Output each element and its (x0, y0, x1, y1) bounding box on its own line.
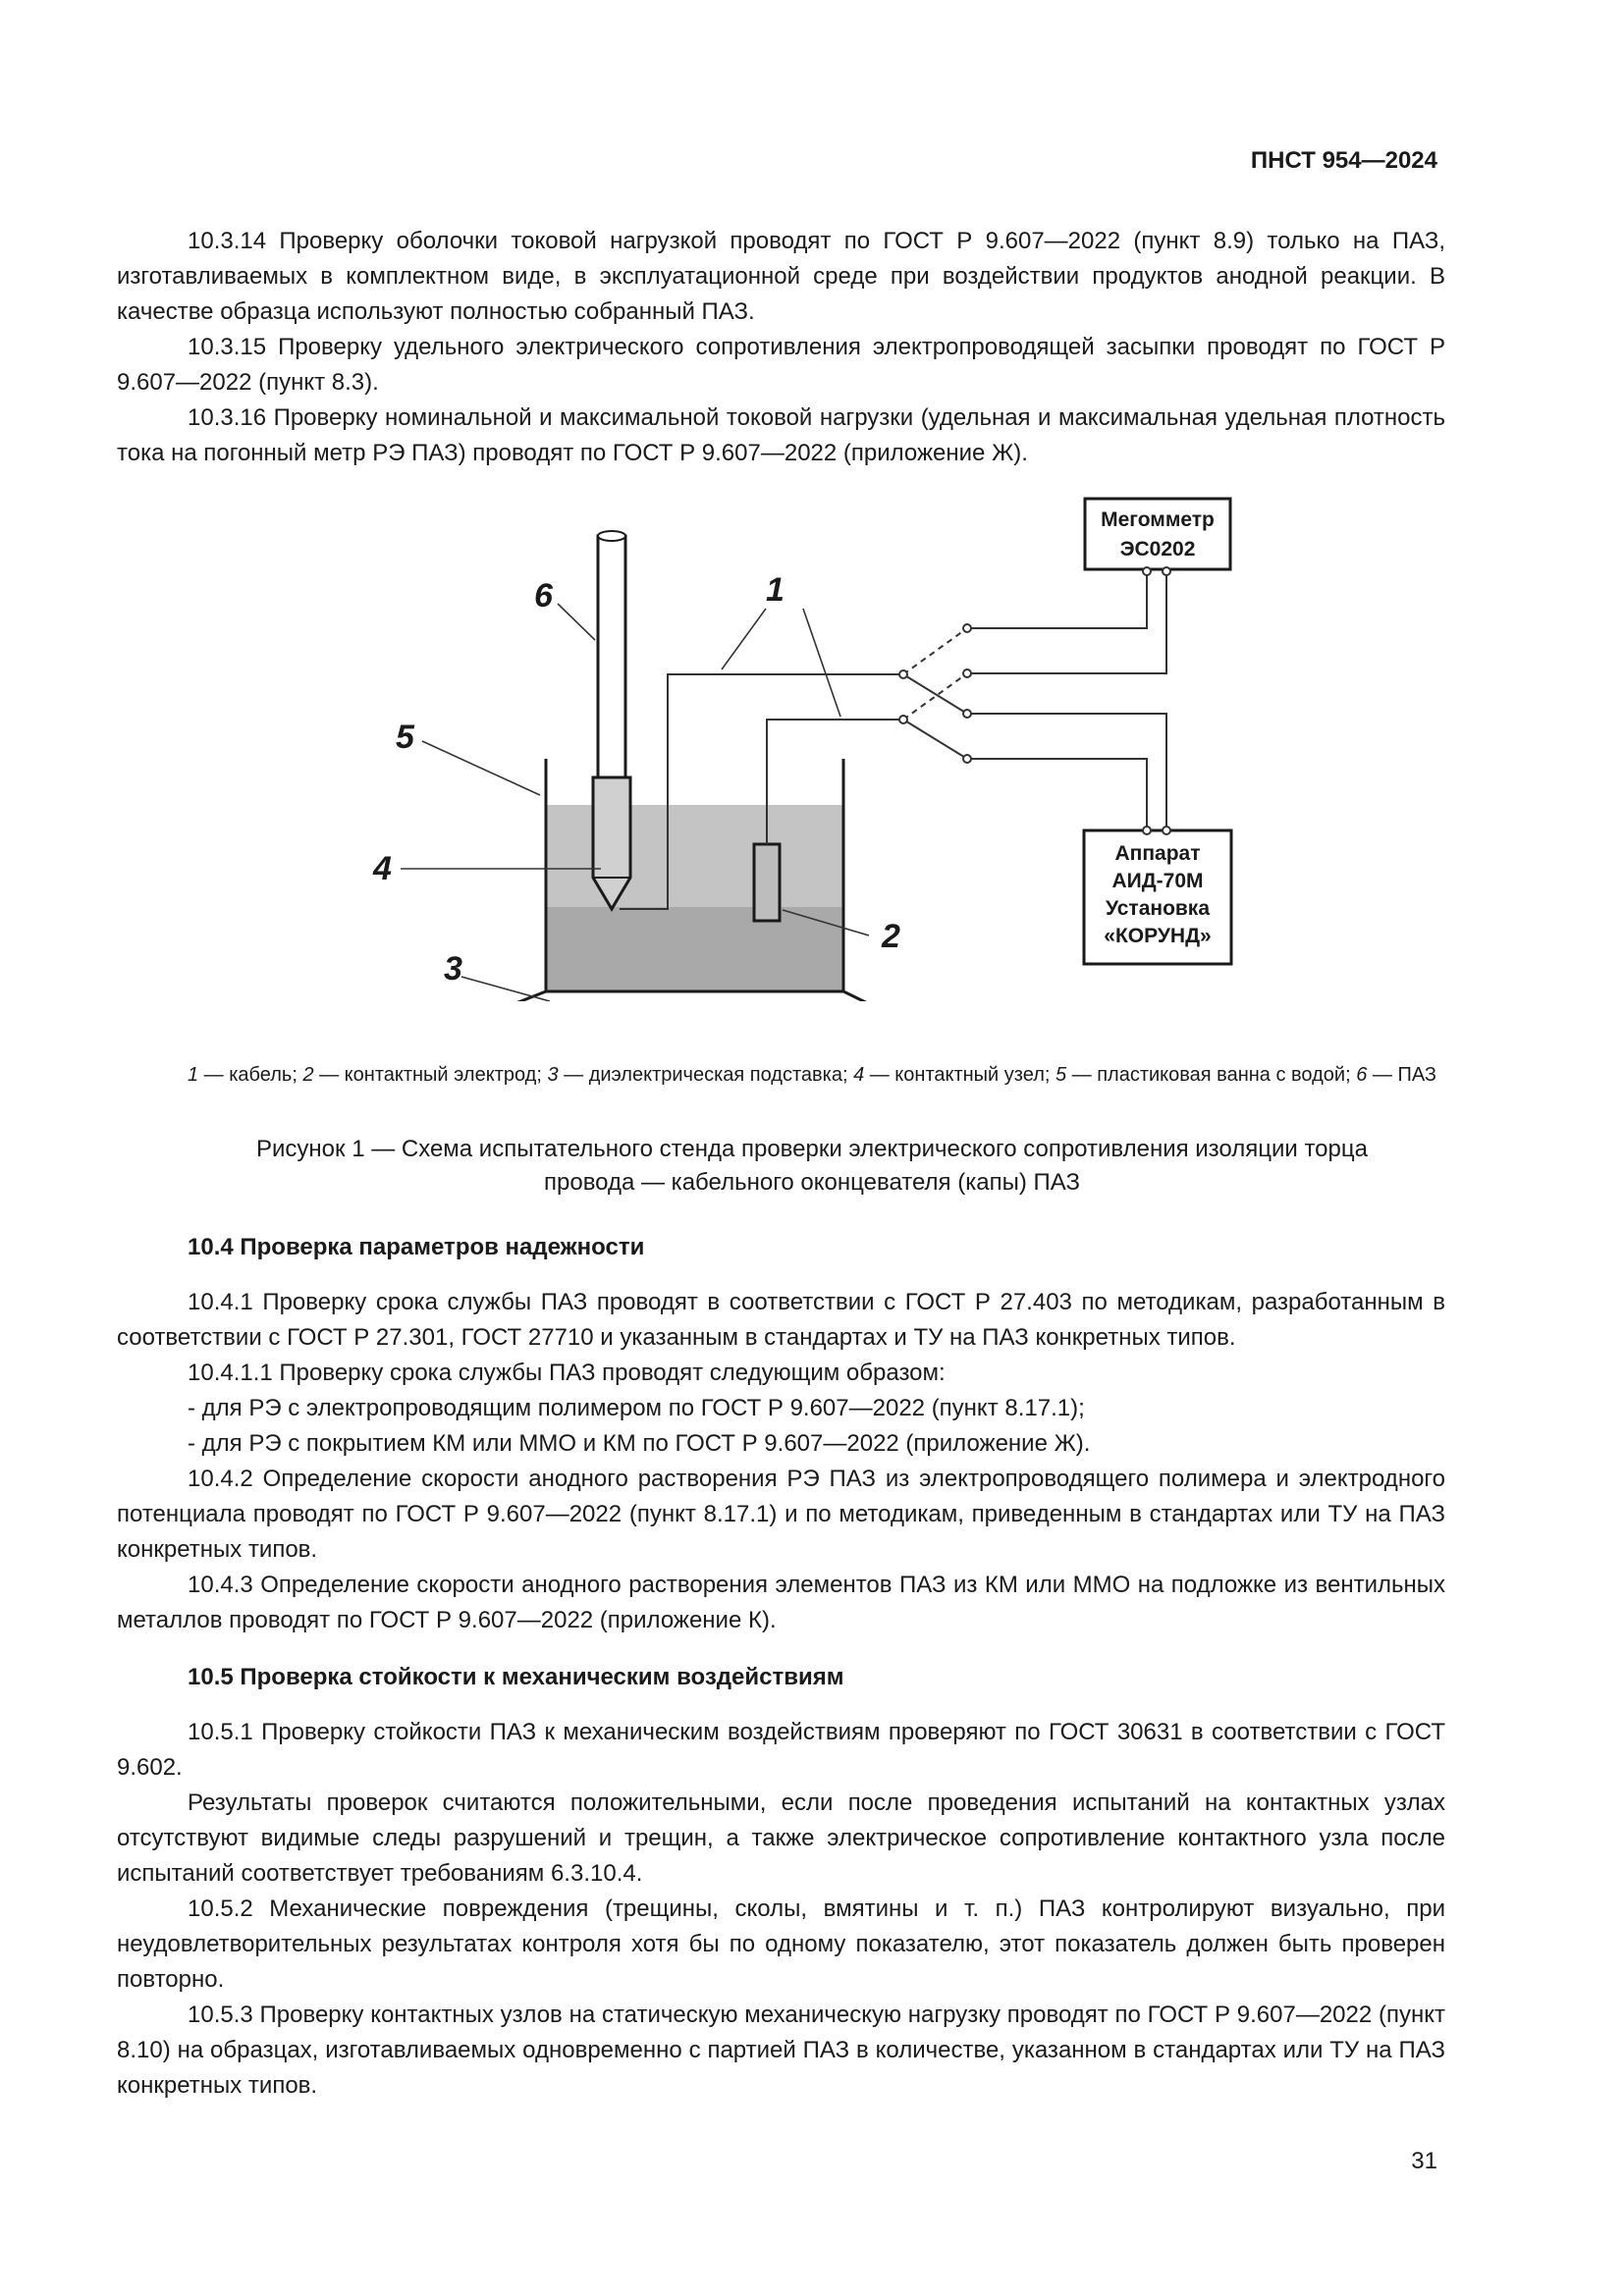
label-3: 3 (444, 950, 462, 988)
list-item-coating: - для РЭ с покрытием КМ или ММО и КМ по ГОСТ Р 9.607—2022 (приложение Ж). (188, 1430, 1091, 1457)
paragraph-10-4-2: 10.4.2 Определение скорости анодного растворения РЭ ПАЗ из электропроводящего полимера и электродного потенциала проводят по ГОСТ Р 9.607—2022 (пункт 8.17.1) и по методикам, приведенным в стандартах или ТУ на ПАЗ конкретных типов. (117, 1466, 1445, 1563)
paragraph-10-5-3: 10.5.3 Проверку контактных узлов на статическую механическую нагрузку проводят по ГОСТ Р 9.607—2022 (пункт 8.10) на образцах, изготавливаемых одновременно с партией ПАЗ в количестве, указанном в стандартах или ТУ на ПАЗ конкретных типов. (117, 2002, 1445, 2099)
apparatus-line2: АИД-70М (1111, 870, 1204, 892)
megohmmeter-line2: ЭС0202 (1119, 538, 1196, 561)
test-stand-diagram (0, 481, 1624, 1001)
document-code: ПНСТ 954—2024 (1250, 147, 1437, 174)
label-4: 4 (373, 850, 392, 887)
paragraph-10-4-3: 10.4.3 Определение скорости анодного растворения элементов ПАЗ из КМ или ММО на подложке из вентильных металлов проводят по ГОСТ Р 9.607—2022 (приложение К). (117, 1572, 1445, 1633)
label-2: 2 (882, 918, 900, 955)
figure-legend: 1 — кабель; 2 — контактный электрод; 3 — диэлектрическая подставка; 4 — контактный узел; 5 — пластиковая ванна с водой; 6 — ПАЗ (187, 1064, 1437, 1086)
page-number: 31 (1411, 2148, 1437, 2174)
label-5: 5 (396, 719, 414, 756)
paragraph-10-4-1: 10.4.1 Проверку срока службы ПАЗ проводят в соответствии с ГОСТ Р 27.403 по методикам, разработанным в соответствии с ГОСТ Р 27.301, ГОСТ 27710 и указанным в стандартах и ТУ на ПАЗ конкретных типов. (117, 1289, 1445, 1351)
megohmmeter-line1: Мегомметр (1101, 508, 1215, 531)
apparatus-line3: Установка (1106, 897, 1210, 920)
paragraph-10-5-2: 10.5.2 Механические повреждения (трещины, сколы, вмятины и т. п.) ПАЗ контролируют визуально, при неудовлетворительных результатах контроля хотя бы по одному показателю, этот показатель должен быть проверен повторно. (117, 1896, 1445, 1993)
list-item-polymer: - для РЭ с электропроводящим полимером по ГОСТ Р 9.607—2022 (пункт 8.17.1); (188, 1395, 1085, 1421)
figure-caption-line2: провода — кабельного оконцевателя (капы) ПАЗ (544, 1169, 1080, 1196)
apparatus-line4: «КОРУНД» (1104, 925, 1212, 947)
water-upper (546, 805, 843, 907)
switch (899, 624, 971, 763)
figure-caption (177, 1133, 1447, 1200)
heading-10-4: 10.4 Проверка параметров надежности (188, 1234, 645, 1260)
paragraph-results: Результаты проверок считаются положительными, если после проведения испытаний на контактных узлах отсутствуют видимые следы разрушений и трещин, а также электрическое сопротивление контактного узла после испытаний соответствует требованиям 6.3.10.4. (117, 1789, 1445, 1887)
paragraph-10-3-16: 10.3.16 Проверку номинальной и максимальной токовой нагрузки (удельная и максимальная удельная плотность тока на погонный метр РЭ ПАЗ) проводят по ГОСТ Р 9.607—2022 (приложение Ж). (117, 404, 1445, 466)
heading-10-5: 10.5 Проверка стойкости к механическим воздействиям (188, 1664, 844, 1690)
paragraph-10-3-14: 10.3.14 Проверку оболочки токовой нагрузкой проводят по ГОСТ Р 9.607—2022 (пункт 8.9) только на ПАЗ, изготавливаемых в комплектном виде, в эксплуатационной среде при воздействии продуктов анодной реакции. В качестве образца используют полностью собранный ПАЗ. (117, 228, 1445, 325)
figure-caption-line1: Рисунок 1 — Схема испытательного стенда проверки электрического сопротивления изоляции торца (256, 1136, 1368, 1162)
paz-rod (598, 536, 625, 777)
label-1: 1 (766, 571, 785, 609)
water-lower (546, 907, 843, 991)
paragraph-10-4-1-1: 10.4.1.1 Проверку срока службы ПАЗ проводят следующим образом: (188, 1360, 946, 1386)
paragraph-10-5-1: 10.5.1 Проверку стойкости ПАЗ к механическим воздействиям проверяют по ГОСТ 30631 в соответствии с ГОСТ 9.602. (117, 1719, 1445, 1781)
contact-electrode (754, 844, 780, 921)
contact-node (593, 777, 630, 909)
paragraph-10-3-15: 10.3.15 Проверку удельного электрического сопротивления электропроводящей засыпки проводят по ГОСТ Р 9.607—2022 (пункт 8.3). (117, 334, 1445, 396)
text-block-bottom (117, 1230, 1445, 2104)
text-block-top (117, 224, 1445, 471)
label-6: 6 (534, 577, 553, 614)
apparatus-line1: Аппарат (1114, 842, 1201, 865)
